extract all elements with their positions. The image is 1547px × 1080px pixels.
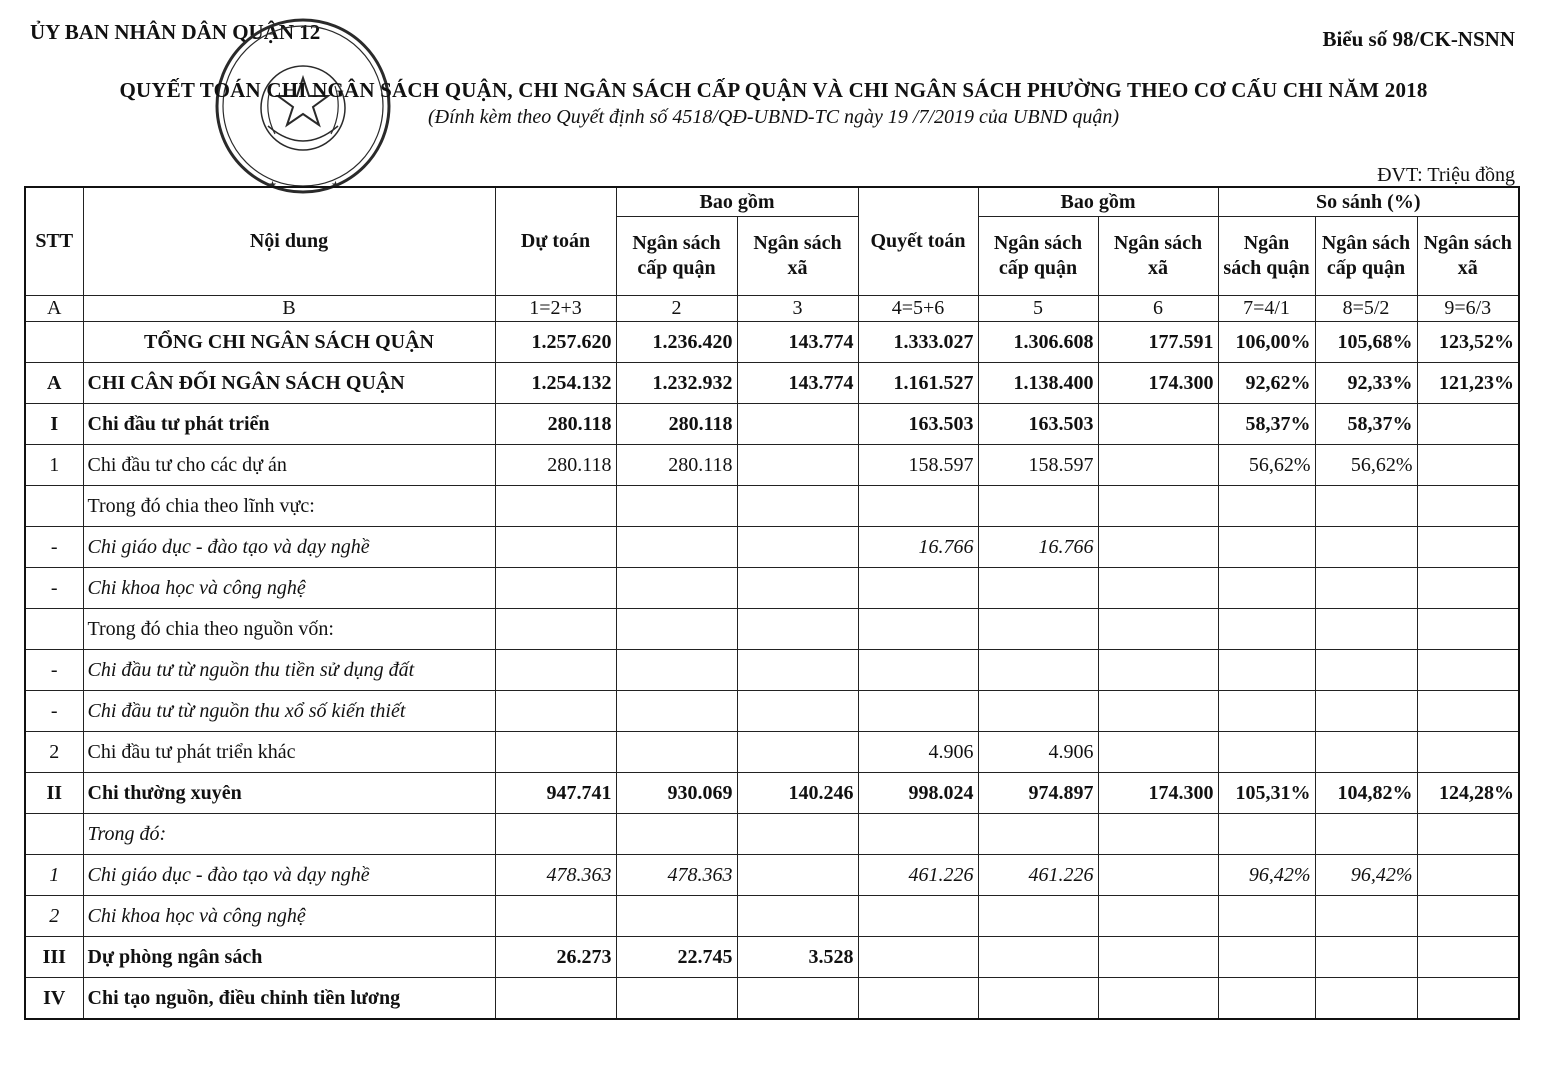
content-cell: Chi giáo dục - đào tạo và dạy nghề [83, 527, 495, 568]
table-row [25, 568, 1519, 609]
content-cell: Trong đó chia theo nguồn vốn: [83, 609, 495, 650]
est-district-cell [616, 978, 737, 1020]
est-district-cell: 280.118 [616, 445, 737, 486]
settlement-cell: 16.766 [858, 527, 978, 568]
cmp-ward-cell [1417, 937, 1519, 978]
estimate-cell: 478.363 [495, 855, 616, 896]
index-cell: 9=6/3 [1417, 296, 1519, 322]
estimate-cell [495, 568, 616, 609]
table-row [25, 691, 1519, 732]
table-row [25, 896, 1519, 937]
index-cell: 2 [616, 296, 737, 322]
table-row [25, 363, 1519, 404]
table-row [25, 404, 1519, 445]
cmp-ward-cell [1417, 609, 1519, 650]
settlement-cell: 4.906 [858, 732, 978, 773]
stt-cell: I [25, 404, 83, 445]
set-ward-cell [1098, 486, 1218, 527]
settlement-cell [858, 978, 978, 1020]
stt-cell: - [25, 650, 83, 691]
report-title: QUYẾT TOÁN CHI NGÂN SÁCH QUẬN, CHI NGÂN SÁCH CẤP QUẬN VÀ CHI NGÂN SÁCH PHƯỜNG THEO CƠ CẤU CHI NĂM 2018 [119, 78, 1428, 102]
cmp-ward-cell [1417, 978, 1519, 1020]
cmp-district-cell [1315, 732, 1417, 773]
col-cmp-total: Ngân sách quận [1218, 217, 1315, 296]
cmp-total-cell [1218, 814, 1315, 855]
index-cell: 5 [978, 296, 1098, 322]
cmp-district-cell: 56,62% [1315, 445, 1417, 486]
table-row [25, 527, 1519, 568]
index-cell: 8=5/2 [1315, 296, 1417, 322]
cmp-total-cell [1218, 896, 1315, 937]
est-district-cell [616, 609, 737, 650]
cmp-total-cell [1218, 609, 1315, 650]
cmp-total-cell: 92,62% [1218, 363, 1315, 404]
cmp-district-cell [1315, 486, 1417, 527]
settlement-cell [858, 650, 978, 691]
cmp-ward-cell [1417, 486, 1519, 527]
est-district-cell: 1.232.932 [616, 363, 737, 404]
set-district-cell: 974.897 [978, 773, 1098, 814]
cmp-total-cell [1218, 650, 1315, 691]
set-district-cell [978, 814, 1098, 855]
est-ward-cell [737, 650, 858, 691]
cmp-district-cell: 92,33% [1315, 363, 1417, 404]
cmp-ward-cell: 124,28% [1417, 773, 1519, 814]
set-ward-cell [1098, 937, 1218, 978]
cmp-district-cell [1315, 978, 1417, 1020]
set-district-cell [978, 978, 1098, 1020]
estimate-cell [495, 978, 616, 1020]
content-cell: Chi đầu tư cho các dự án [83, 445, 495, 486]
cmp-district-cell: 58,37% [1315, 404, 1417, 445]
set-district-cell: 163.503 [978, 404, 1098, 445]
cmp-district-cell [1315, 568, 1417, 609]
stt-cell [25, 814, 83, 855]
set-ward-cell [1098, 650, 1218, 691]
stt-cell: II [25, 773, 83, 814]
set-ward-cell [1098, 527, 1218, 568]
cmp-district-cell [1315, 691, 1417, 732]
content-cell: Chi đầu tư từ nguồn thu xổ số kiến thiết [83, 691, 495, 732]
est-ward-cell [737, 486, 858, 527]
settlement-cell: 1.161.527 [858, 363, 978, 404]
est-ward-cell [737, 568, 858, 609]
index-cell: A [25, 296, 83, 322]
settlement-cell: 998.024 [858, 773, 978, 814]
svg-text:★: ★ [268, 180, 277, 191]
cmp-total-cell [1218, 978, 1315, 1020]
set-district-cell [978, 896, 1098, 937]
cmp-total-cell: 56,62% [1218, 445, 1315, 486]
cmp-district-cell [1315, 937, 1417, 978]
index-cell: B [83, 296, 495, 322]
est-ward-cell [737, 978, 858, 1020]
est-district-cell: 280.118 [616, 404, 737, 445]
est-district-cell [616, 568, 737, 609]
estimate-cell [495, 527, 616, 568]
estimate-cell: 280.118 [495, 445, 616, 486]
est-district-cell: 930.069 [616, 773, 737, 814]
stt-cell [25, 609, 83, 650]
col-estimate: Dự toán [495, 187, 616, 296]
stt-cell: - [25, 568, 83, 609]
settlement-cell: 158.597 [858, 445, 978, 486]
set-ward-cell [1098, 404, 1218, 445]
table-row [25, 814, 1519, 855]
set-ward-cell [1098, 691, 1218, 732]
estimate-cell: 280.118 [495, 404, 616, 445]
est-district-cell [616, 650, 737, 691]
col-set-district: Ngân sách cấp quận [978, 217, 1098, 296]
col-settlement: Quyết toán [858, 187, 978, 296]
index-cell: 7=4/1 [1218, 296, 1315, 322]
set-ward-cell [1098, 896, 1218, 937]
cmp-ward-cell [1417, 732, 1519, 773]
content-cell: Chi tạo nguồn, điều chỉnh tiền lương [83, 978, 495, 1020]
index-row [25, 296, 1519, 322]
cmp-total-cell: 106,00% [1218, 322, 1315, 363]
est-ward-cell [737, 855, 858, 896]
report-subtitle: (Đính kèm theo Quyết định số 4518/QĐ-UBND-TC ngày 19 /7/2019 của UBND quận) [427, 106, 1120, 128]
settlement-cell [858, 609, 978, 650]
settlement-cell [858, 937, 978, 978]
agency-name: ỦY BAN NHÂN DÂN QUẬN 12 [30, 20, 321, 44]
col-cmp-district: Ngân sách cấp quận [1315, 217, 1417, 296]
settlement-cell [858, 568, 978, 609]
set-district-cell: 1.306.608 [978, 322, 1098, 363]
settlement-cell [858, 896, 978, 937]
cmp-total-cell: 105,31% [1218, 773, 1315, 814]
set-ward-cell [1098, 609, 1218, 650]
cmp-district-cell [1315, 896, 1417, 937]
cmp-total-cell [1218, 568, 1315, 609]
header-row-1 [25, 187, 1519, 217]
estimate-cell [495, 609, 616, 650]
cmp-ward-cell [1417, 855, 1519, 896]
set-ward-cell: 174.300 [1098, 363, 1218, 404]
table-row [25, 486, 1519, 527]
set-ward-cell [1098, 855, 1218, 896]
settlement-cell: 1.333.027 [858, 322, 978, 363]
table-row [25, 322, 1519, 363]
set-district-cell [978, 486, 1098, 527]
budget-table [24, 186, 1520, 1020]
cmp-ward-cell [1417, 691, 1519, 732]
content-cell: Chi đầu tư từ nguồn thu tiền sử dụng đất [83, 650, 495, 691]
cmp-total-cell [1218, 732, 1315, 773]
set-district-cell [978, 691, 1098, 732]
estimate-cell: 1.257.620 [495, 322, 616, 363]
set-district-cell [978, 609, 1098, 650]
stt-cell: 2 [25, 732, 83, 773]
est-ward-cell: 140.246 [737, 773, 858, 814]
settlement-cell: 163.503 [858, 404, 978, 445]
est-district-cell: 22.745 [616, 937, 737, 978]
set-ward-cell [1098, 445, 1218, 486]
est-ward-cell [737, 732, 858, 773]
table-row [25, 978, 1519, 1020]
stt-cell: IV [25, 978, 83, 1020]
set-district-cell [978, 568, 1098, 609]
cmp-ward-cell [1417, 527, 1519, 568]
content-cell: Trong đó: [83, 814, 495, 855]
stt-cell [25, 486, 83, 527]
table-row [25, 445, 1519, 486]
set-district-cell: 1.138.400 [978, 363, 1098, 404]
est-ward-cell [737, 609, 858, 650]
cmp-district-cell [1315, 650, 1417, 691]
set-district-cell [978, 937, 1098, 978]
cmp-district-cell: 104,82% [1315, 773, 1417, 814]
est-ward-cell [737, 527, 858, 568]
est-ward-cell: 143.774 [737, 363, 858, 404]
set-district-cell: 461.226 [978, 855, 1098, 896]
content-cell: Chi đầu tư phát triển khác [83, 732, 495, 773]
estimate-cell: 1.254.132 [495, 363, 616, 404]
stt-cell: - [25, 527, 83, 568]
cmp-ward-cell [1417, 814, 1519, 855]
stt-cell: 2 [25, 896, 83, 937]
col-set-ward: Ngân sách xã [1098, 217, 1218, 296]
col-includes-settlement: Bao gồm [978, 187, 1218, 217]
cmp-ward-cell [1417, 404, 1519, 445]
stt-cell: - [25, 691, 83, 732]
col-est-district: Ngân sách cấp quận [616, 217, 737, 296]
set-district-cell: 158.597 [978, 445, 1098, 486]
stt-cell: 1 [25, 445, 83, 486]
content-cell: Chi khoa học và công nghệ [83, 568, 495, 609]
settlement-cell [858, 486, 978, 527]
cmp-total-cell [1218, 937, 1315, 978]
est-district-cell [616, 527, 737, 568]
cmp-district-cell: 96,42% [1315, 855, 1417, 896]
table-row [25, 855, 1519, 896]
col-includes-estimate: Bao gồm [616, 187, 858, 217]
col-est-ward: Ngân sách xã [737, 217, 858, 296]
settlement-cell [858, 814, 978, 855]
est-ward-cell [737, 404, 858, 445]
est-ward-cell [737, 814, 858, 855]
cmp-total-cell [1218, 691, 1315, 732]
est-ward-cell [737, 691, 858, 732]
cmp-district-cell [1315, 814, 1417, 855]
svg-text:★: ★ [331, 180, 340, 191]
cmp-district-cell: 105,68% [1315, 322, 1417, 363]
cmp-ward-cell: 123,52% [1417, 322, 1519, 363]
est-district-cell [616, 814, 737, 855]
set-district-cell: 16.766 [978, 527, 1098, 568]
cmp-district-cell [1315, 527, 1417, 568]
form-code: Biểu số 98/CK-NSNN [1322, 27, 1515, 51]
index-cell: 6 [1098, 296, 1218, 322]
index-cell: 4=5+6 [858, 296, 978, 322]
content-cell: Chi giáo dục - đào tạo và dạy nghề [83, 855, 495, 896]
content-cell: Chi khoa học và công nghệ [83, 896, 495, 937]
estimate-cell: 947.741 [495, 773, 616, 814]
cmp-ward-cell [1417, 896, 1519, 937]
set-ward-cell [1098, 814, 1218, 855]
col-cmp-ward: Ngân sách xã [1417, 217, 1519, 296]
set-ward-cell [1098, 978, 1218, 1020]
cmp-ward-cell [1417, 568, 1519, 609]
settlement-cell [858, 691, 978, 732]
table-row [25, 650, 1519, 691]
col-stt: STT [25, 187, 83, 296]
cmp-ward-cell [1417, 650, 1519, 691]
stt-cell: 1 [25, 855, 83, 896]
cmp-ward-cell: 121,23% [1417, 363, 1519, 404]
stt-cell [25, 322, 83, 363]
cmp-total-cell: 96,42% [1218, 855, 1315, 896]
est-district-cell [616, 691, 737, 732]
cmp-district-cell [1315, 609, 1417, 650]
set-ward-cell [1098, 568, 1218, 609]
col-content: Nội dung [83, 187, 495, 296]
table-row [25, 609, 1519, 650]
cmp-ward-cell [1417, 445, 1519, 486]
content-cell: Trong đó chia theo lĩnh vực: [83, 486, 495, 527]
content-cell: CHI CÂN ĐỐI NGÂN SÁCH QUẬN [83, 363, 495, 404]
index-cell: 3 [737, 296, 858, 322]
cmp-total-cell: 58,37% [1218, 404, 1315, 445]
settlement-cell: 461.226 [858, 855, 978, 896]
cmp-total-cell [1218, 527, 1315, 568]
estimate-cell [495, 486, 616, 527]
set-ward-cell: 177.591 [1098, 322, 1218, 363]
set-ward-cell: 174.300 [1098, 773, 1218, 814]
unit-label: ĐVT: Triệu đồng [1377, 164, 1515, 186]
stt-cell: III [25, 937, 83, 978]
set-district-cell: 4.906 [978, 732, 1098, 773]
set-ward-cell [1098, 732, 1218, 773]
estimate-cell: 26.273 [495, 937, 616, 978]
est-district-cell: 478.363 [616, 855, 737, 896]
est-district-cell: 1.236.420 [616, 322, 737, 363]
stt-cell: A [25, 363, 83, 404]
table-row [25, 773, 1519, 814]
index-cell: 1=2+3 [495, 296, 616, 322]
table-row [25, 732, 1519, 773]
content-cell: TỔNG CHI NGÂN SÁCH QUẬN [83, 322, 495, 363]
estimate-cell [495, 896, 616, 937]
est-district-cell [616, 896, 737, 937]
est-district-cell [616, 486, 737, 527]
content-cell: Chi thường xuyên [83, 773, 495, 814]
est-ward-cell: 143.774 [737, 322, 858, 363]
estimate-cell [495, 814, 616, 855]
estimate-cell [495, 732, 616, 773]
set-district-cell [978, 650, 1098, 691]
table-row [25, 937, 1519, 978]
est-ward-cell: 3.528 [737, 937, 858, 978]
col-compare: So sánh (%) [1218, 187, 1519, 217]
est-ward-cell [737, 896, 858, 937]
cmp-total-cell [1218, 486, 1315, 527]
est-ward-cell [737, 445, 858, 486]
estimate-cell [495, 650, 616, 691]
est-district-cell [616, 732, 737, 773]
content-cell: Dự phòng ngân sách [83, 937, 495, 978]
content-cell: Chi đầu tư phát triển [83, 404, 495, 445]
estimate-cell [495, 691, 616, 732]
